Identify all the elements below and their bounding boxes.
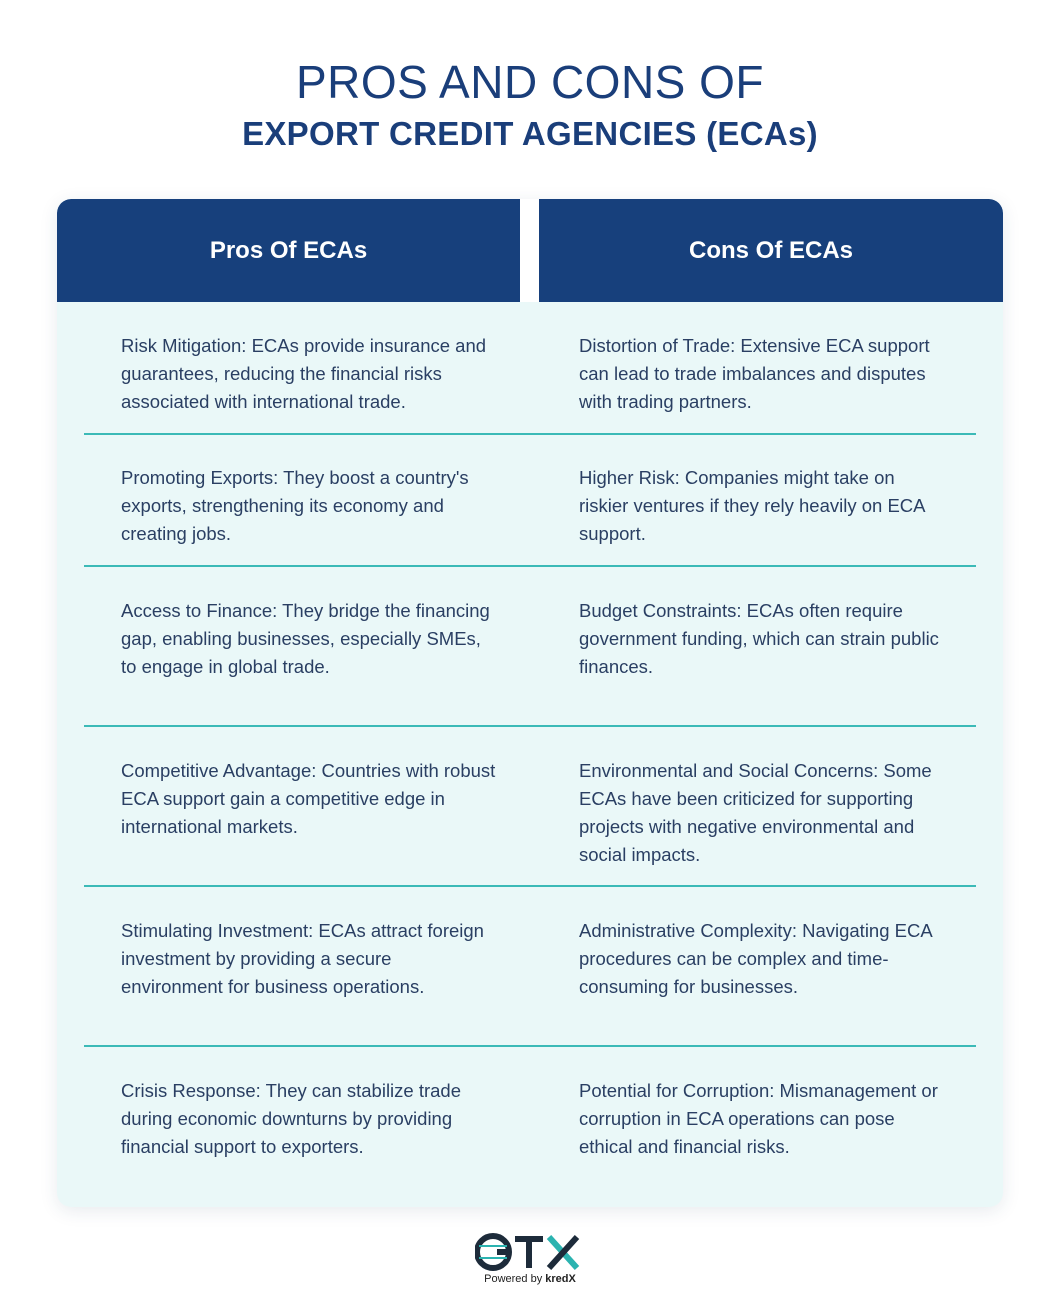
page-title [0,58,1060,154]
powered-by-caption [0,1273,1060,1285]
table-row [57,567,1003,727]
pro-cell: Promoting Exports: They boost a country's exports, strengthening its economy and creating jobs. [121,467,469,544]
con-cell: Administrative Complexity: Navigating ECA procedures can be complex and time-consuming for businesses. [579,920,932,997]
kredx-brand: kredX [545,1273,576,1285]
pro-cell: Stimulating Investment: ECAs attract foreign investment by providing a secure environment for business operations. [121,920,484,997]
gtx-logo-mark-icon [475,1232,585,1272]
cons-column-header: Cons Of ECAs [539,199,1003,302]
title-line-2: EXPORT CREDIT AGENCIES (ECAs) [242,115,818,152]
table-row [57,302,1003,434]
gtx-logo [0,1232,1060,1285]
pro-cell: Crisis Response: They can stabilize trade during economic downturns by providing financial support to exporters. [121,1080,462,1157]
pro-cell: Risk Mitigation: ECAs provide insurance and guarantees, reducing the financial risks associated with international trade. [121,335,487,412]
con-cell: Environmental and Social Concerns: Some ECAs have been criticized for supporting projects with negative environmental and social impacts. [579,760,932,865]
table-row [57,887,1003,1047]
con-cell: Potential for Corruption: Mismanagement or corruption in ECA operations can pose ethical and financial risks. [579,1080,938,1157]
pros-column-header: Pros Of ECAs [57,199,520,302]
con-cell: Higher Risk: Companies might take on riskier ventures if they rely heavily on ECA support. [579,467,925,544]
con-cell: Distortion of Trade: Extensive ECA support can lead to trade imbalances and disputes with trading partners. [579,335,930,412]
pros-cons-table [57,199,1003,1207]
title-line-1: PROS AND CONS OF [295,56,765,108]
powered-by-prefix: Powered by [484,1273,543,1285]
table-row [57,1047,1003,1207]
pro-cell: Competitive Advantage: Countries with robust ECA support gain a competitive edge in international markets. [121,760,496,837]
table-row [57,434,1003,566]
con-cell: Budget Constraints: ECAs often require government funding, which can strain public finances. [579,600,939,677]
header-gap [520,199,539,302]
table-row [57,727,1003,887]
pro-cell: Access to Finance: They bridge the financing gap, enabling businesses, especially SMEs, to engage in global trade. [121,600,490,677]
